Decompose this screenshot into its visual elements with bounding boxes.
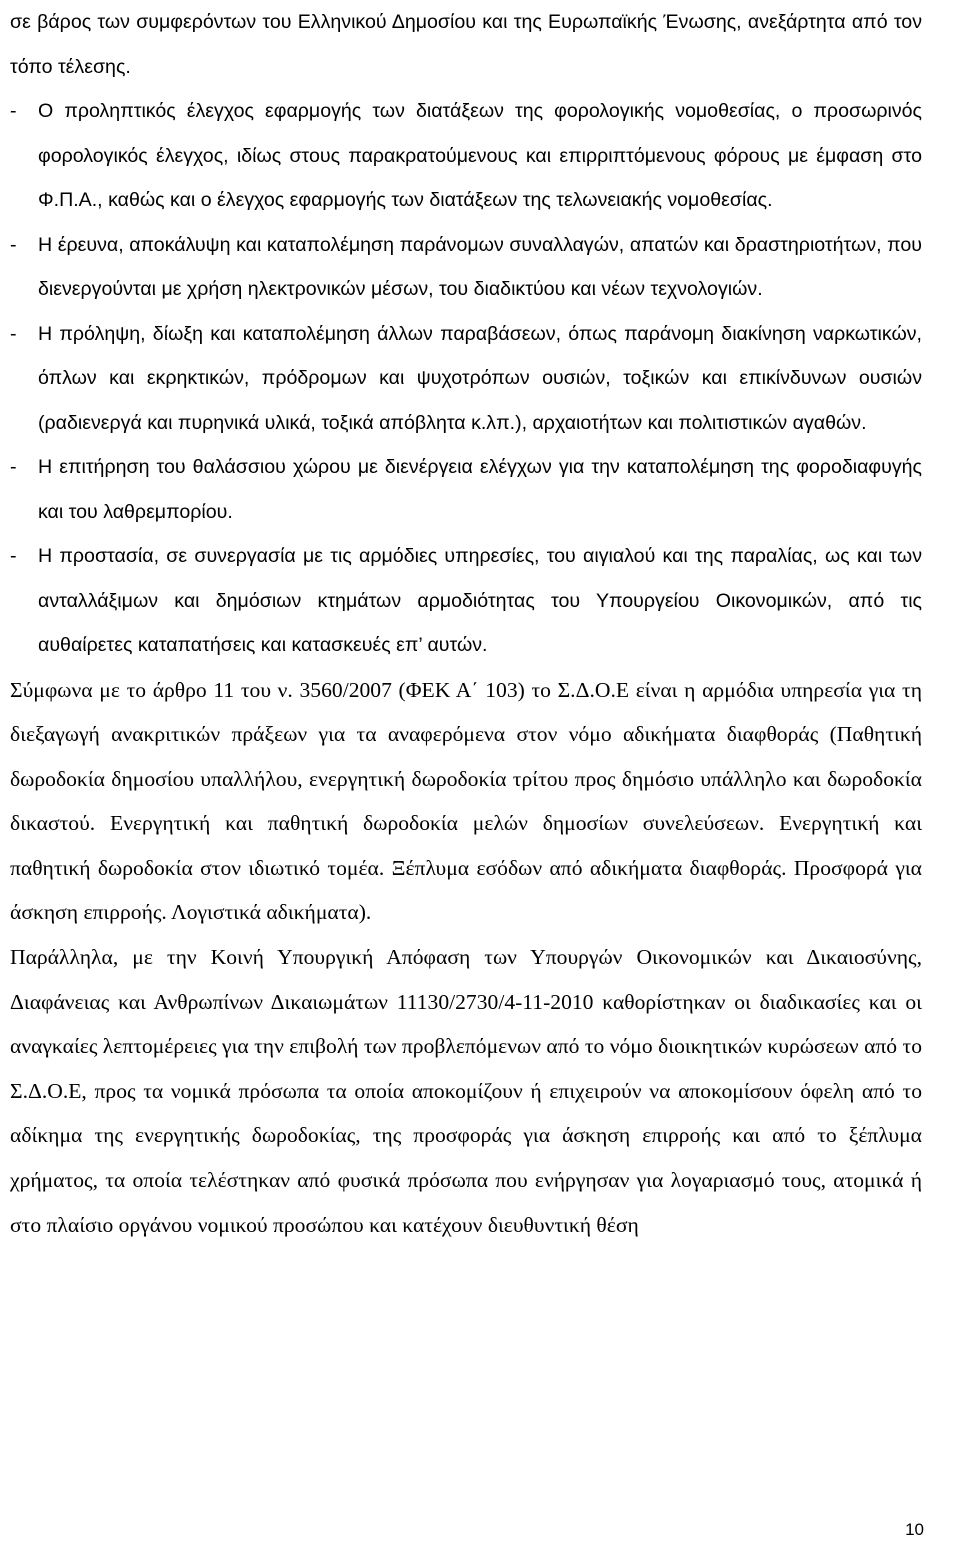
continuation-text: σε βάρος των συμφερόντων του Ελληνικού Δημοσίου και της Ευρωπαϊκής Ένωσης, ανεξάρτητα από τον τόπο τέλεσης.	[10, 11, 922, 78]
list-item	[10, 89, 922, 223]
dash-marker: -	[10, 233, 17, 256]
list-item-text: Η πρόληψη, δίωξη και καταπολέμηση άλλων παραβάσεων, όπως παράνομη διακίνηση ναρκωτικών, όπλων και εκρηκτικών, πρόδρομων και ψυχοτρόπων ουσιών, τοξικών και επικίνδυνων ουσιών (ραδιενεργά και πυρηνικά υλικά, τοξικά απόβλητα κ.λπ.), αρχαιοτήτων και πολιτιστικών αγαθών.	[38, 322, 922, 434]
dash-marker: -	[10, 545, 17, 567]
document-body	[10, 0, 922, 1247]
list-item-text: Η έρευνα, αποκάλυψη και καταπολέμηση παράνομων συναλλαγών, απατών και δραστηριοτήτων, που διενεργούνται με χρήση ηλεκτρονικών μέσων, του διαδικτύου και νέων τεχνολογιών.	[38, 233, 922, 300]
dash-marker: -	[10, 322, 17, 345]
bullet-list	[10, 89, 922, 668]
list-item	[10, 312, 922, 446]
dash-marker: -	[10, 456, 17, 478]
page-number: 10	[905, 1520, 924, 1539]
list-item-text: Ο προληπτικός έλεγχος εφαρμογής των διατάξεων της φορολογικής νομοθεσίας, ο προσωρινός φορολογικός έλεγχος, ιδίως στους παρακρατούμενους και επιρριπτόμενους φόρους με έμφαση στο Φ.Π.Α., καθώς και ο έλεγχος εφαρμογής των διατάξεων της τελωνειακής νομοθεσίας.	[38, 100, 922, 211]
body-paragraph: Παράλληλα, με την Κοινή Υπουργική Απόφαση των Υπουργών Οικονομικών και Δικαιοσύνης, Διαφάνειας και Ανθρωπίνων Δικαιωμάτων 11130/2730/4-11-2010 καθορίστηκαν οι διαδικασίες και οι αναγκαίες λεπτομέρειες για την επιβολή των προβλεπόμενων από το νόμο διοικητικών κυρώσεων από το Σ.Δ.Ο.Ε, προς τα νομικά πρόσωπα τα οποία αποκομίζουν ή επιχειρούν να αποκομίσουν όφελη από το αδίκημα της ενεργητικής δωροδοκίας, της προσφοράς για άσκηση επιρροής και από το ξέπλυμα χρήματος, τα οποία τελέστηκαν από φυσικά πρόσωπα που ενήργησαν για λογαριασμό τους, ατομικά ή στο πλαίσιο οργάνου νομικού προσώπου και κατέχουν διευθυντική θέση	[10, 945, 922, 1237]
dash-marker: -	[10, 100, 17, 122]
list-item	[10, 223, 922, 312]
list-item-text: Η προστασία, σε συνεργασία με τις αρμόδιες υπηρεσίες, του αιγιαλού και της παραλίας, ως και των ανταλλάξιμων και δημόσιων κτημάτων αρμοδιότητας του Υπουργείου Οικονομικών, από τις αυθαίρετες καταπατήσεις και κατασκευές επ’ αυτών.	[38, 545, 922, 656]
body-paragraph: Σύμφωνα με το άρθρο 11 του ν. 3560/2007 (ΦΕΚ Α΄ 103) το Σ.Δ.Ο.Ε είναι η αρμόδια υπηρεσία για τη διεξαγωγή ανακριτικών πράξεων για τα αναφερόμενα στον νόμο αδικήματα διαφθοράς (Παθητική δωροδοκία δημοσίου υπαλλήλου, ενεργητική δωροδοκία τρίτου προς δημόσιο υπάλληλο και δωροδοκία δικαστού. Ενεργητική και παθητική δωροδοκία μελών δημοσίων συνελεύσεων. Ενεργητική και παθητική δωροδοκία στον ιδιωτικό τομέα. Ξέπλυμα εσόδων από αδικήματα διαφθοράς. Προσφορά για άσκηση επιρροής. Λογιστικά αδικήματα).	[10, 677, 922, 925]
list-item	[10, 445, 922, 534]
list-item	[10, 534, 922, 668]
list-item-text: Η επιτήρηση του θαλάσσιου χώρου με διενέργεια ελέγχων για την καταπολέμηση της φοροδιαφυγής και του λαθρεμπορίου.	[38, 456, 922, 523]
